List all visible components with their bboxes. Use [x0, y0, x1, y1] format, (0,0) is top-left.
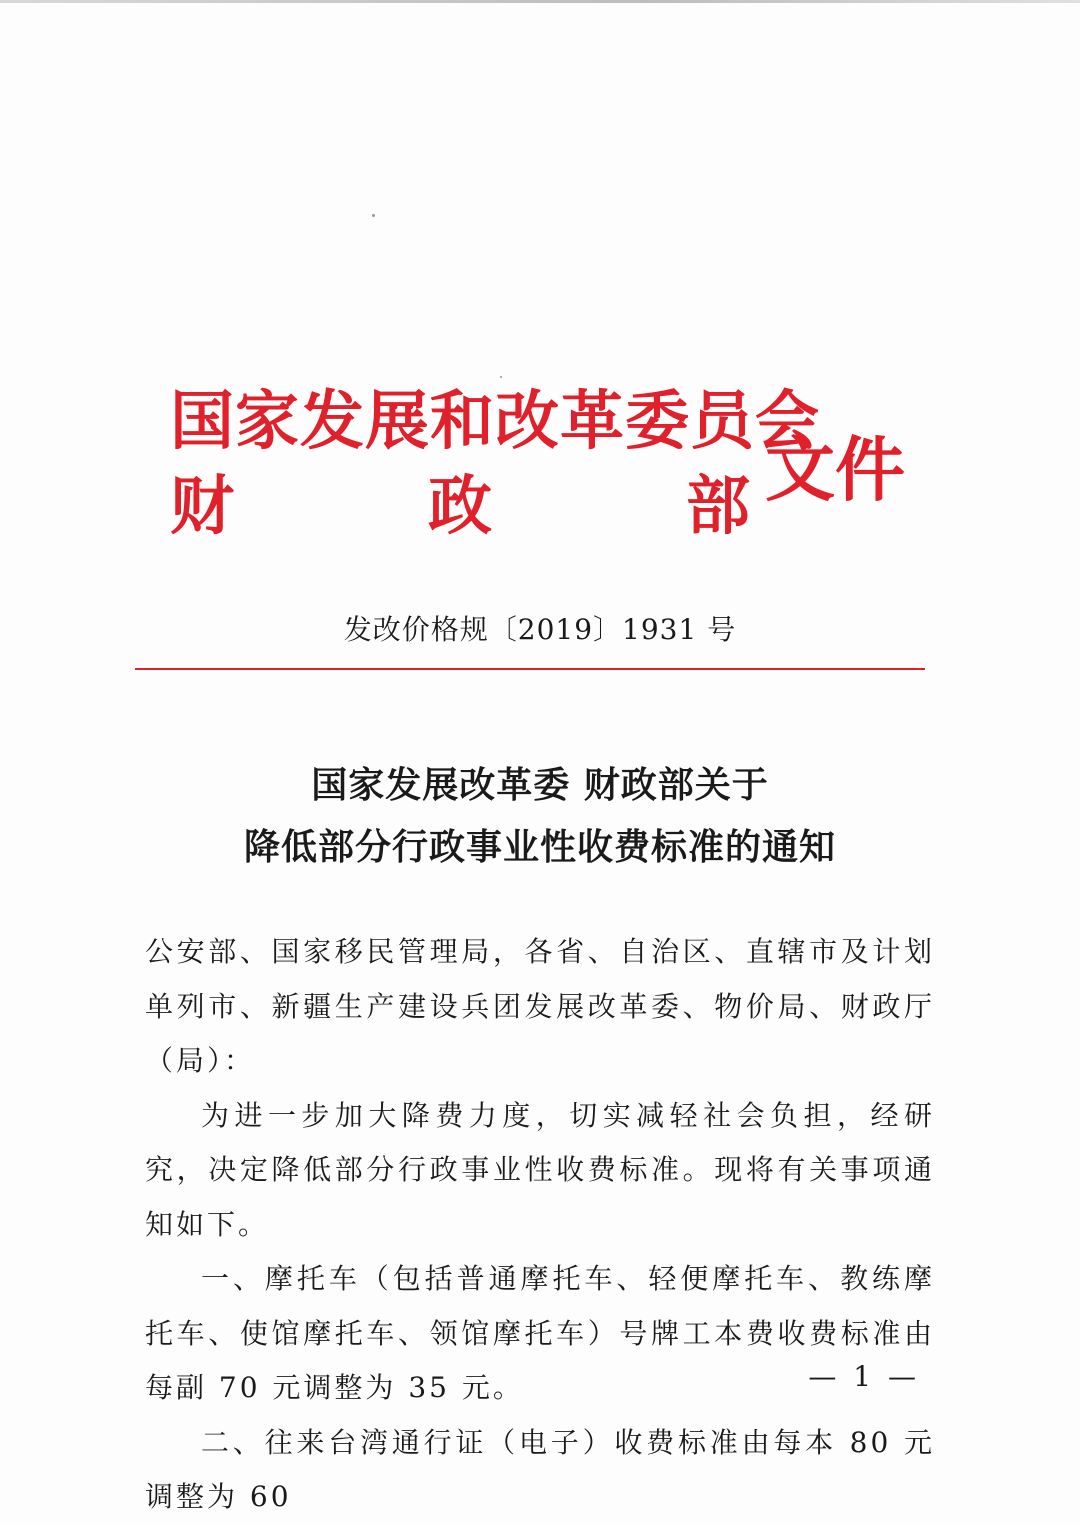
- scan-speck: [500, 376, 502, 378]
- issuer-line-ndrc: 国家发展和改革委员会: [170, 385, 820, 459]
- scan-top-edge: [0, 0, 1080, 3]
- body-paragraph: 为进一步加大降费力度，切实减轻社会负担，经研究，决定降低部分行政事业性收费标准。现将有关事项通知如下。: [145, 1098, 935, 1241]
- addressee-paragraph: 公安部、国家移民管理局，各省、自治区、直辖市及计划单列市、新疆生产建设兵团发展改革委、物价局、财政厅（局）：: [145, 935, 935, 1077]
- issuer-char: 财: [170, 470, 234, 544]
- issuer-header: [150, 380, 930, 560]
- document-title-line1: 国家发展改革委 财政部关于: [311, 765, 769, 806]
- document-title-line2: 降低部分行政事业性收费标准的通知: [243, 827, 836, 868]
- body-paragraph: 二、往来台湾通行证（电子）收费标准由每本 80 元调整为 60: [145, 1425, 935, 1513]
- document-number: 发改价格规〔2019〕1931 号: [343, 613, 737, 646]
- issuer-line-mof: [170, 470, 750, 544]
- red-separator-line: [135, 668, 925, 670]
- issuer-char: 政: [428, 470, 492, 544]
- document-body: [145, 925, 935, 1525]
- scan-speck: [372, 214, 375, 217]
- page-number: — 1 —: [808, 1360, 920, 1393]
- document-type-label: 文件: [765, 429, 905, 511]
- body-paragraph: 一、摩托车（包括普通摩托车、轻便摩托车、教练摩托车、使馆摩托车、领馆摩托车）号牌工本费收费标准由每副 70 元调整为 35 元。: [145, 1262, 935, 1404]
- issuer-char: 部: [686, 470, 750, 544]
